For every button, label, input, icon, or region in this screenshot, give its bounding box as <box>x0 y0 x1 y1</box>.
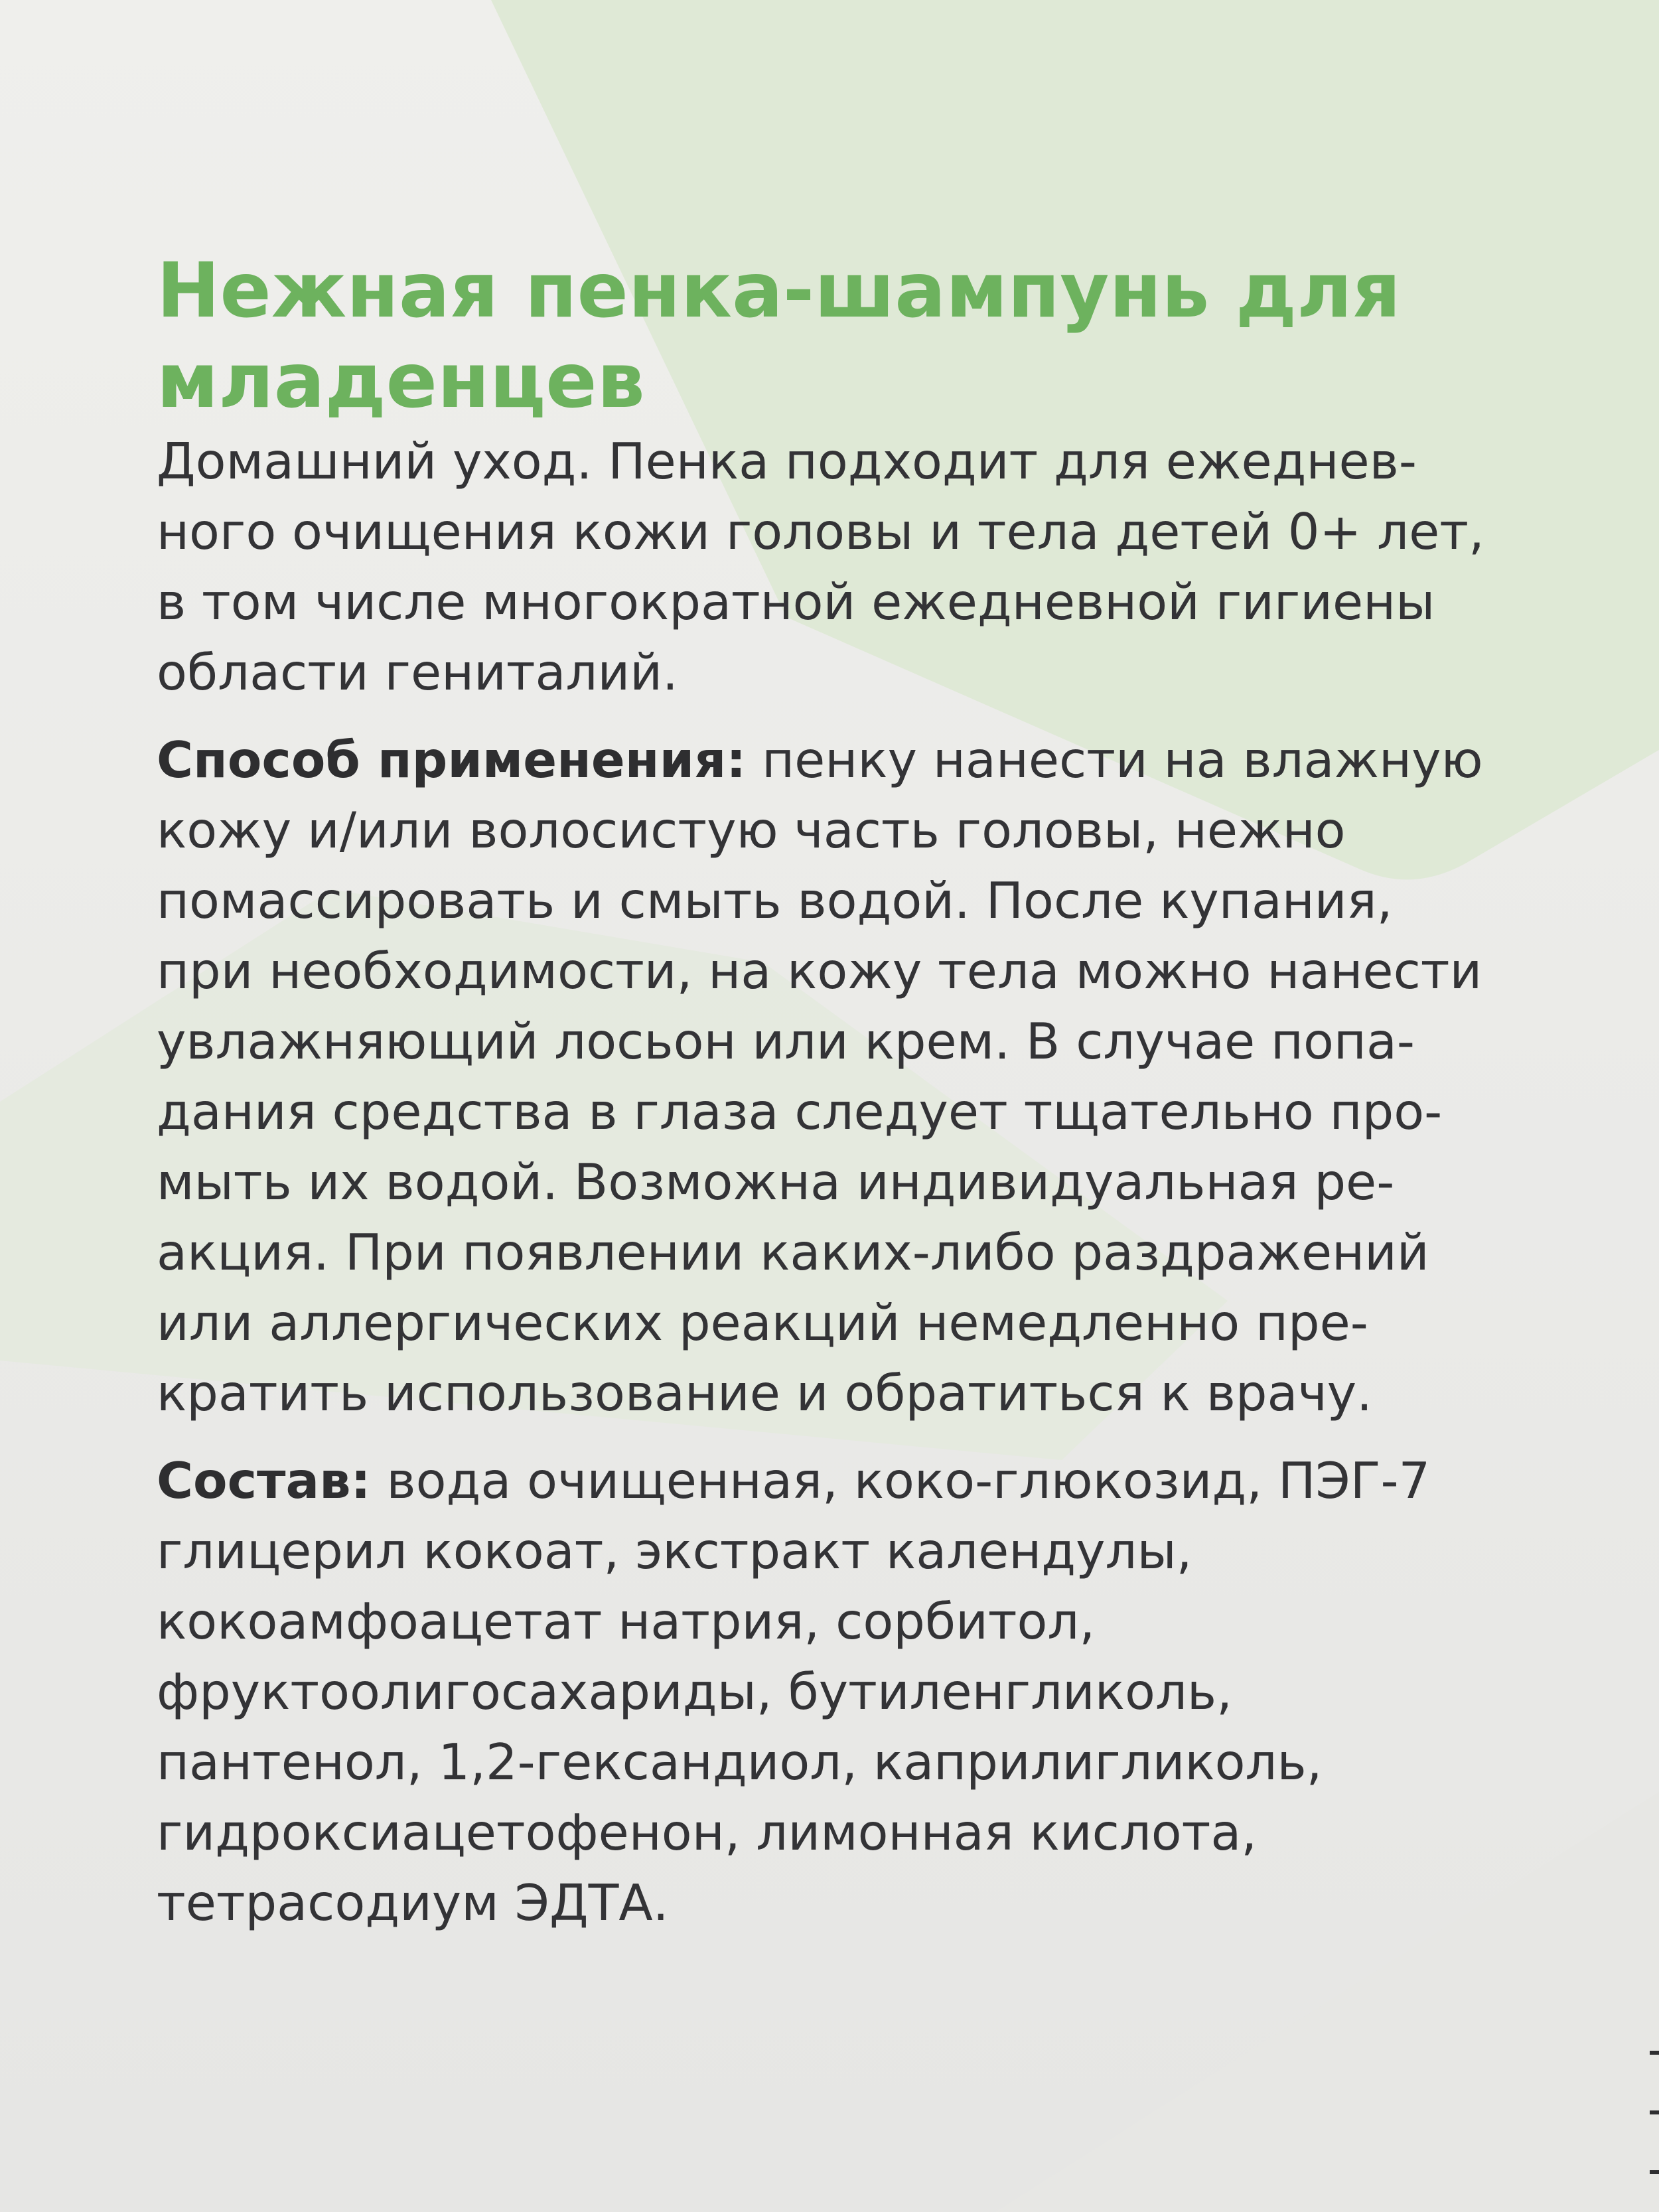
composition-line: кокоамфоацетат натрия, сорбитол, <box>157 1592 1096 1651</box>
composition-first-line <box>157 1445 1544 1516</box>
intro-line: ного очищения кожи головы и тела детей 0+ лет, <box>157 502 1484 561</box>
intro-paragraph <box>157 426 1544 707</box>
product-description <box>157 246 1544 1938</box>
composition-line: глицерил кокоат, экстракт календулы, <box>157 1522 1192 1580</box>
composition-line: фруктоолигосахариды, бутиленгликоль, <box>157 1662 1232 1721</box>
usage-line: кратить использование и обратиться к врачу. <box>157 1364 1373 1422</box>
composition-first-text: вода очищенная, коко-глюкозид, ПЭГ-7 <box>370 1451 1431 1510</box>
usage-line: кожу и/или волосистую часть головы, нежно <box>157 801 1346 859</box>
usage-line: увлажняющий лосьон или крем. В случае попа- <box>157 1012 1415 1070</box>
usage-line: дания средства в глаза следует тщательно про- <box>157 1082 1443 1141</box>
composition-line: пантенол, 1,2-гександиол, каприлигликоль, <box>157 1733 1323 1791</box>
edge-tick-mark <box>1650 2170 1659 2174</box>
intro-line: в том числе многократной ежедневной гигиены <box>157 573 1435 631</box>
composition-label: Состав: <box>157 1451 371 1510</box>
intro-line: Домашний уход. Пенка подходит для ежеднев- <box>157 432 1417 490</box>
usage-line: акция. При появлении каких-либо раздражений <box>157 1223 1429 1282</box>
usage-line: при необходимости, на кожу тела можно нанести <box>157 942 1482 1000</box>
usage-section <box>157 725 1544 1428</box>
edge-tick-mark <box>1650 2110 1659 2114</box>
product-title <box>157 246 1544 426</box>
composition-line: гидроксиацетофенон, лимонная кислота, <box>157 1803 1258 1862</box>
usage-line: мыть их водой. Возможна индивидуальная ре- <box>157 1153 1395 1211</box>
product-title-line-1: Нежная пенка-шампунь для <box>157 246 1401 334</box>
usage-first-text: пенку нанести на влажную <box>746 731 1483 789</box>
intro-line: области гениталий. <box>157 643 678 701</box>
usage-line: или аллергических реакций немедленно пре- <box>157 1293 1368 1352</box>
composition-section <box>157 1445 1544 1938</box>
usage-line: помассировать и смыть водой. После купания, <box>157 871 1393 930</box>
composition-line: тетрасодиум ЭДТА. <box>157 1874 669 1932</box>
product-title-line-2: младенцев <box>157 336 645 425</box>
usage-first-line <box>157 725 1544 795</box>
edge-tick-mark <box>1650 2051 1659 2055</box>
usage-label: Способ применения: <box>157 731 747 789</box>
